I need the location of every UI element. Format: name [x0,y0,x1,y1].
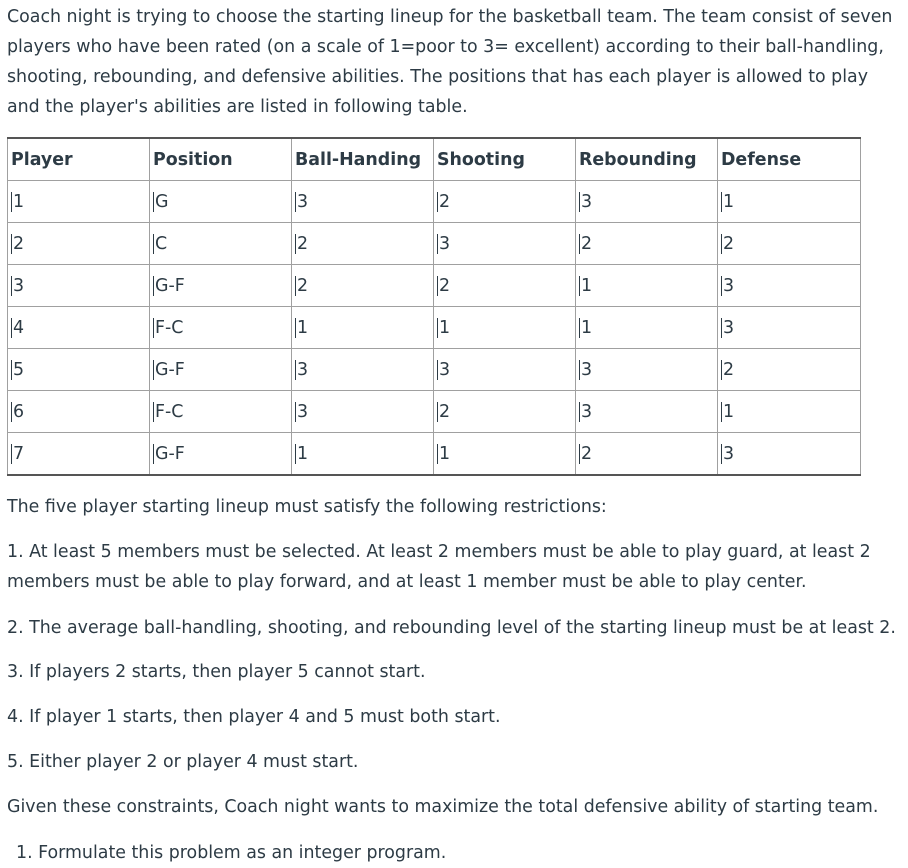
cell-player: 2 [8,223,150,265]
cell-defense: 3 [718,307,861,349]
cell-shooting: 1 [434,307,576,349]
cell-player: 6 [8,391,150,433]
header-ball-handing: Ball-Handing [292,138,434,181]
cell-rebounding: 3 [576,181,718,223]
cell-defense: 1 [718,391,861,433]
cell-ball-handing: 2 [292,223,434,265]
cell-position: G-F [150,265,292,307]
cell-rebounding: 2 [576,223,718,265]
header-shooting: Shooting [434,138,576,181]
cell-shooting: 3 [434,349,576,391]
cell-shooting: 2 [434,265,576,307]
cell-rebounding: 1 [576,307,718,349]
table-row [8,265,861,307]
table-row [8,433,861,476]
restriction-item-4: 4. If player 1 starts, then player 4 and 5 must both start. [7,707,501,727]
header-player: Player [8,138,150,181]
cell-player: 5 [8,349,150,391]
header-defense: Defense [718,138,861,181]
cell-ball-handing: 1 [292,307,434,349]
cell-defense: 3 [718,265,861,307]
cell-defense: 1 [718,181,861,223]
cell-rebounding: 2 [576,433,718,476]
cell-position: G [150,181,292,223]
cell-player: 3 [8,265,150,307]
cell-ball-handing: 3 [292,391,434,433]
cell-position: G-F [150,349,292,391]
cell-rebounding: 3 [576,349,718,391]
cell-ball-handing: 2 [292,265,434,307]
player-ratings-table [7,137,861,476]
table-row [8,181,861,223]
cell-player: 1 [8,181,150,223]
header-position: Position [150,138,292,181]
table-header-row [8,138,861,181]
table-row [8,349,861,391]
restriction-item-2: 2. The average ball-handling, shooting, and rebounding level of the starting lineup must be at least 2. [7,618,896,638]
cell-player: 4 [8,307,150,349]
cell-position: C [150,223,292,265]
cell-shooting: 2 [434,181,576,223]
cell-ball-handing: 3 [292,181,434,223]
table-row [8,391,861,433]
cell-rebounding: 1 [576,265,718,307]
cell-player: 7 [8,433,150,476]
table-row [8,307,861,349]
cell-defense: 2 [718,223,861,265]
cell-position: F-C [150,391,292,433]
restrictions-intro: The five player starting lineup must satisfy the following restrictions: [7,497,607,517]
cell-position: F-C [150,307,292,349]
question-item-1: 1. Formulate this problem as an integer program. [16,843,447,863]
cell-rebounding: 3 [576,391,718,433]
cell-shooting: 3 [434,223,576,265]
restriction-item-1: 1. At least 5 members must be selected. At least 2 members must be able to play guard, at least 2 members must be able to play forward, and at least 1 member must be able to play center. [7,542,871,592]
intro-paragraph: Coach night is trying to choose the starting lineup for the basketball team. The team consist of seven players who have been rated (on a scale of 1=poor to 3= excellent) according to their ball-handling, shooting, rebounding, and defensive abilities. The positions that has each player is allowed to play and the player's abilities are listed in following table. [7,7,893,117]
objective-paragraph: Given these constraints, Coach night wants to maximize the total defensive ability of starting team. [7,797,879,817]
cell-ball-handing: 1 [292,433,434,476]
cell-shooting: 1 [434,433,576,476]
header-rebounding: Rebounding [576,138,718,181]
restriction-item-3: 3. If players 2 starts, then player 5 cannot start. [7,662,426,682]
cell-position: G-F [150,433,292,476]
cell-shooting: 2 [434,391,576,433]
table-row [8,223,861,265]
restriction-item-5: 5. Either player 2 or player 4 must start. [7,752,359,772]
cell-defense: 3 [718,433,861,476]
cell-ball-handing: 3 [292,349,434,391]
cell-defense: 2 [718,349,861,391]
